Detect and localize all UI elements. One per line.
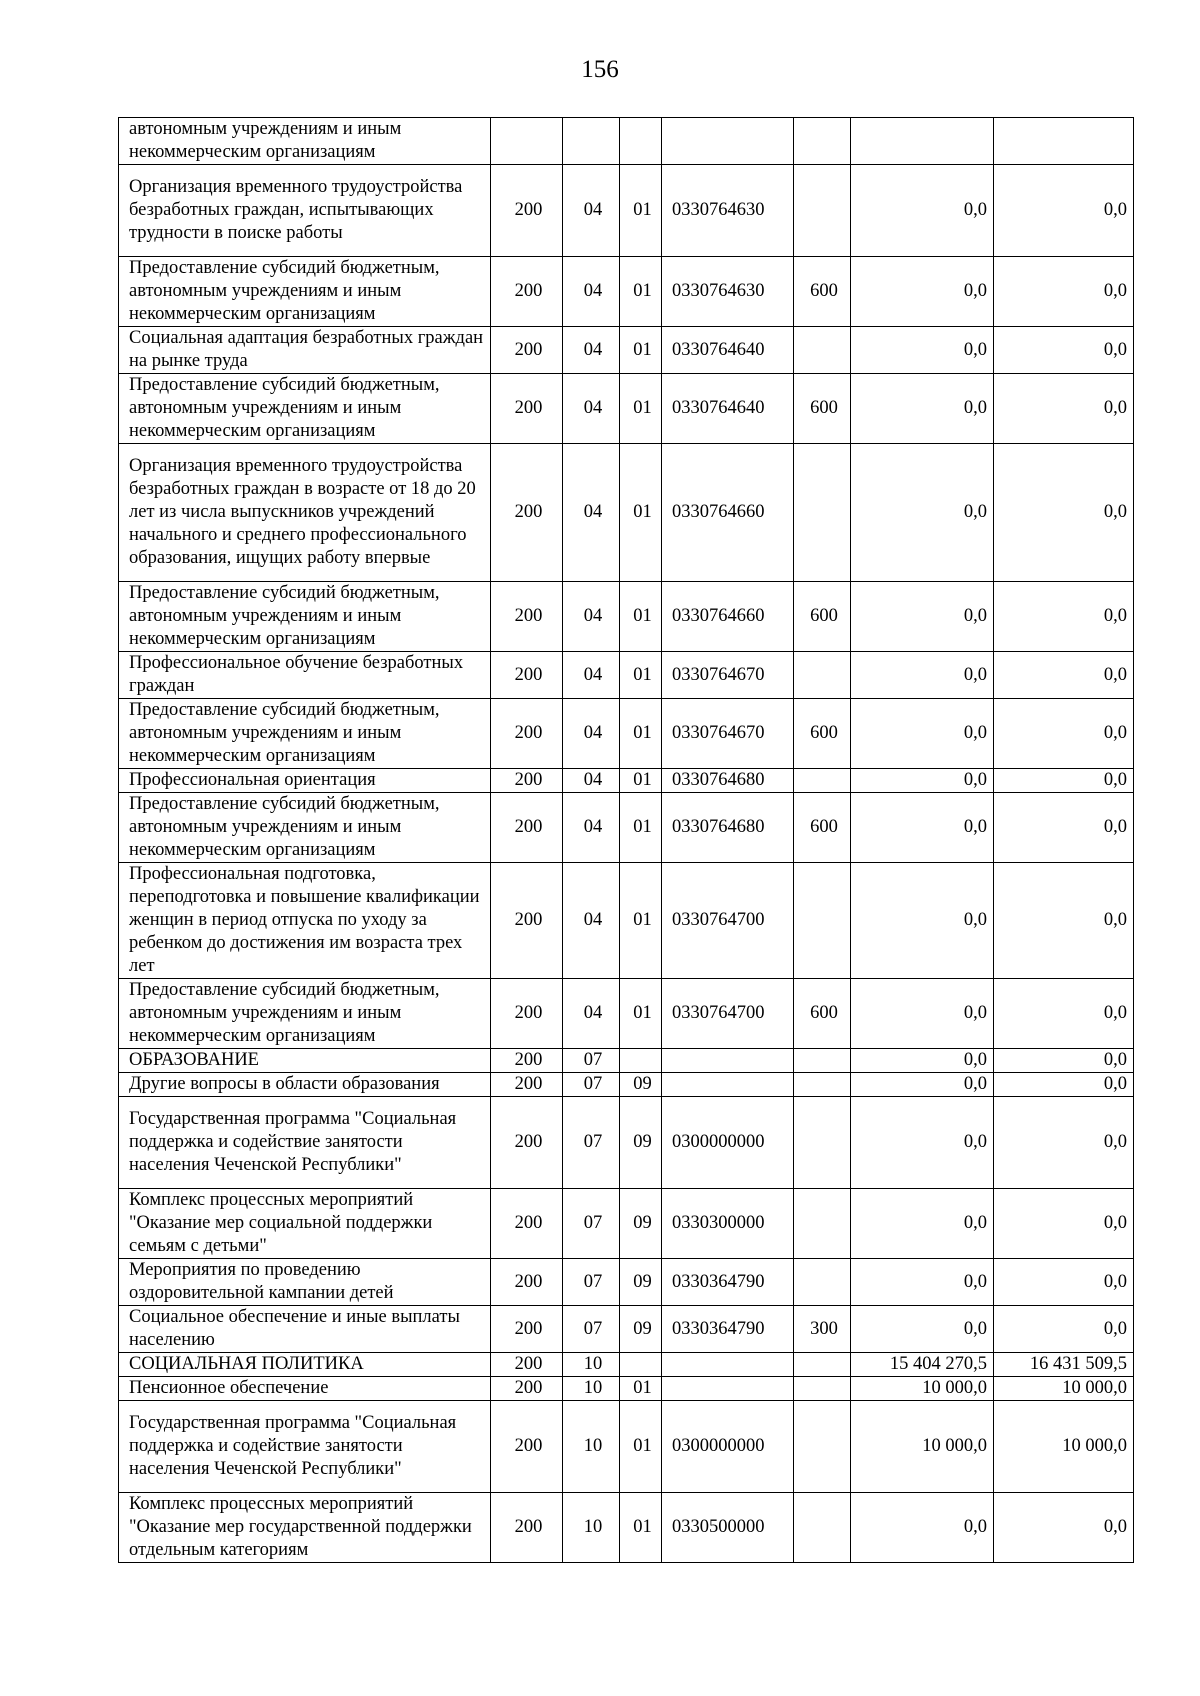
- target-article-cell: 0330764680: [662, 793, 794, 863]
- amount-year1-cell: 15 404 270,5: [851, 1353, 994, 1377]
- expense-type-cell: 600: [794, 257, 851, 327]
- section-code-cell: 10: [563, 1401, 620, 1493]
- target-article-cell: 0330764630: [662, 165, 794, 257]
- grbs-code-cell: 200: [491, 863, 563, 979]
- table-row: [119, 1097, 1134, 1189]
- item-name-cell: Профессиональная ориентация: [119, 769, 491, 793]
- grbs-code-cell: 200: [491, 374, 563, 444]
- amount-year2-cell: 0,0: [994, 1259, 1134, 1306]
- amount-year2-cell: 0,0: [994, 165, 1134, 257]
- table-row: [119, 374, 1134, 444]
- subsection-code-cell: [620, 1049, 662, 1073]
- table-row: [119, 1377, 1134, 1401]
- target-article-cell: 0330364790: [662, 1306, 794, 1353]
- target-article-cell: [662, 118, 794, 165]
- budget-table-body: [119, 118, 1134, 1563]
- target-article-cell: [662, 1377, 794, 1401]
- target-article-cell: 0300000000: [662, 1097, 794, 1189]
- section-code-cell: 07: [563, 1189, 620, 1259]
- amount-year1-cell: 0,0: [851, 444, 994, 582]
- section-code-cell: 07: [563, 1306, 620, 1353]
- section-code-cell: 04: [563, 327, 620, 374]
- subsection-code-cell: 01: [620, 979, 662, 1049]
- section-code-cell: 07: [563, 1259, 620, 1306]
- expense-type-cell: 600: [794, 374, 851, 444]
- expense-type-cell: [794, 327, 851, 374]
- target-article-cell: 0330300000: [662, 1189, 794, 1259]
- target-article-cell: 0330764670: [662, 699, 794, 769]
- grbs-code-cell: 200: [491, 1493, 563, 1563]
- grbs-code-cell: 200: [491, 1097, 563, 1189]
- budget-table: [118, 117, 1134, 1563]
- grbs-code-cell: 200: [491, 1306, 563, 1353]
- item-name-cell: Мероприятия по проведению оздоровительной кампании детей: [119, 1259, 491, 1306]
- grbs-code-cell: 200: [491, 257, 563, 327]
- amount-year1-cell: 0,0: [851, 257, 994, 327]
- amount-year1-cell: 0,0: [851, 793, 994, 863]
- amount-year1-cell: 0,0: [851, 769, 994, 793]
- target-article-cell: 0330500000: [662, 1493, 794, 1563]
- target-article-cell: [662, 1353, 794, 1377]
- amount-year2-cell: 0,0: [994, 1493, 1134, 1563]
- item-name-cell: Предоставление субсидий бюджетным, автономным учреждениям и иным некоммерческим организациям: [119, 582, 491, 652]
- section-code-cell: 10: [563, 1493, 620, 1563]
- amount-year1-cell: 0,0: [851, 1259, 994, 1306]
- grbs-code-cell: 200: [491, 1073, 563, 1097]
- subsection-code-cell: 09: [620, 1189, 662, 1259]
- grbs-code-cell: 200: [491, 1259, 563, 1306]
- amount-year2-cell: 0,0: [994, 769, 1134, 793]
- section-code-cell: 04: [563, 979, 620, 1049]
- expense-type-cell: [794, 1401, 851, 1493]
- subsection-code-cell: 01: [620, 1377, 662, 1401]
- subsection-code-cell: 01: [620, 769, 662, 793]
- subsection-code-cell: 01: [620, 1401, 662, 1493]
- subsection-code-cell: 09: [620, 1259, 662, 1306]
- expense-type-cell: 600: [794, 699, 851, 769]
- table-row: [119, 769, 1134, 793]
- amount-year1-cell: 0,0: [851, 582, 994, 652]
- table-row: [119, 793, 1134, 863]
- section-code-cell: 04: [563, 257, 620, 327]
- amount-year2-cell: 0,0: [994, 257, 1134, 327]
- amount-year1-cell: 0,0: [851, 1097, 994, 1189]
- amount-year1-cell: 0,0: [851, 165, 994, 257]
- table-row: [119, 699, 1134, 769]
- subsection-code-cell: 01: [620, 257, 662, 327]
- amount-year2-cell: 0,0: [994, 444, 1134, 582]
- target-article-cell: 0330764680: [662, 769, 794, 793]
- grbs-code-cell: 200: [491, 327, 563, 374]
- section-code-cell: [563, 118, 620, 165]
- amount-year2-cell: 10 000,0: [994, 1401, 1134, 1493]
- amount-year2-cell: 0,0: [994, 1189, 1134, 1259]
- item-name-cell: СОЦИАЛЬНАЯ ПОЛИТИКА: [119, 1353, 491, 1377]
- target-article-cell: 0330764640: [662, 327, 794, 374]
- amount-year2-cell: 0,0: [994, 1097, 1134, 1189]
- item-name-cell: Профессиональное обучение безработных граждан: [119, 652, 491, 699]
- section-code-cell: 04: [563, 863, 620, 979]
- section-code-cell: 07: [563, 1073, 620, 1097]
- target-article-cell: 0330764640: [662, 374, 794, 444]
- item-name-cell: Предоставление субсидий бюджетным, автономным учреждениям и иным некоммерческим организациям: [119, 374, 491, 444]
- grbs-code-cell: 200: [491, 165, 563, 257]
- table-row: [119, 1493, 1134, 1563]
- subsection-code-cell: [620, 118, 662, 165]
- subsection-code-cell: 01: [620, 863, 662, 979]
- amount-year1-cell: 10 000,0: [851, 1401, 994, 1493]
- item-name-cell: Комплекс процессных мероприятий "Оказание мер социальной поддержки семьям с детьми": [119, 1189, 491, 1259]
- target-article-cell: [662, 1049, 794, 1073]
- subsection-code-cell: 01: [620, 327, 662, 374]
- subsection-code-cell: 09: [620, 1097, 662, 1189]
- expense-type-cell: 600: [794, 582, 851, 652]
- amount-year1-cell: [851, 118, 994, 165]
- target-article-cell: 0330764660: [662, 582, 794, 652]
- table-row: [119, 1049, 1134, 1073]
- section-code-cell: 04: [563, 582, 620, 652]
- amount-year2-cell: [994, 118, 1134, 165]
- amount-year2-cell: 0,0: [994, 1073, 1134, 1097]
- grbs-code-cell: 200: [491, 1049, 563, 1073]
- grbs-code-cell: 200: [491, 699, 563, 769]
- table-row: [119, 1189, 1134, 1259]
- subsection-code-cell: 09: [620, 1306, 662, 1353]
- amount-year1-cell: 0,0: [851, 1073, 994, 1097]
- expense-type-cell: [794, 1189, 851, 1259]
- table-row: [119, 979, 1134, 1049]
- target-article-cell: [662, 1073, 794, 1097]
- amount-year1-cell: 0,0: [851, 1049, 994, 1073]
- subsection-code-cell: 01: [620, 374, 662, 444]
- amount-year1-cell: 0,0: [851, 1306, 994, 1353]
- amount-year2-cell: 0,0: [994, 374, 1134, 444]
- item-name-cell: Пенсионное обеспечение: [119, 1377, 491, 1401]
- item-name-cell: Государственная программа "Социальная поддержка и содействие занятости населения Чеченской Республики": [119, 1097, 491, 1189]
- amount-year1-cell: 0,0: [851, 327, 994, 374]
- expense-type-cell: [794, 444, 851, 582]
- table-row: [119, 257, 1134, 327]
- expense-type-cell: [794, 1493, 851, 1563]
- subsection-code-cell: 01: [620, 652, 662, 699]
- amount-year1-cell: 0,0: [851, 863, 994, 979]
- target-article-cell: 0300000000: [662, 1401, 794, 1493]
- amount-year2-cell: 0,0: [994, 652, 1134, 699]
- target-article-cell: 0330764660: [662, 444, 794, 582]
- expense-type-cell: [794, 863, 851, 979]
- amount-year1-cell: 10 000,0: [851, 1377, 994, 1401]
- expense-type-cell: [794, 769, 851, 793]
- table-row: [119, 863, 1134, 979]
- grbs-code-cell: 200: [491, 444, 563, 582]
- expense-type-cell: [794, 1259, 851, 1306]
- item-name-cell: Государственная программа "Социальная поддержка и содействие занятости населения Чеченской Республики": [119, 1401, 491, 1493]
- item-name-cell: Комплекс процессных мероприятий "Оказание мер государственной поддержки отдельным категориям: [119, 1493, 491, 1563]
- amount-year2-cell: 0,0: [994, 793, 1134, 863]
- expense-type-cell: [794, 1073, 851, 1097]
- section-code-cell: 10: [563, 1353, 620, 1377]
- section-code-cell: 04: [563, 793, 620, 863]
- item-name-cell: Организация временного трудоустройства безработных граждан, испытывающих трудности в поиске работы: [119, 165, 491, 257]
- section-code-cell: 04: [563, 769, 620, 793]
- amount-year1-cell: 0,0: [851, 1189, 994, 1259]
- expense-type-cell: 600: [794, 979, 851, 1049]
- amount-year1-cell: 0,0: [851, 979, 994, 1049]
- amount-year2-cell: 0,0: [994, 582, 1134, 652]
- item-name-cell: Предоставление субсидий бюджетным, автономным учреждениям и иным некоммерческим организациям: [119, 793, 491, 863]
- subsection-code-cell: 09: [620, 1073, 662, 1097]
- grbs-code-cell: 200: [491, 979, 563, 1049]
- item-name-cell: Социальная адаптация безработных граждан на рынке труда: [119, 327, 491, 374]
- section-code-cell: 04: [563, 444, 620, 582]
- grbs-code-cell: 200: [491, 1353, 563, 1377]
- grbs-code-cell: 200: [491, 582, 563, 652]
- item-name-cell: Организация временного трудоустройства безработных граждан в возрасте от 18 до 20 лет из числа выпускников учреждений начального и среднего профессионального образования, ищущих работу впервые: [119, 444, 491, 582]
- amount-year2-cell: 0,0: [994, 1306, 1134, 1353]
- amount-year2-cell: 0,0: [994, 327, 1134, 374]
- grbs-code-cell: 200: [491, 652, 563, 699]
- expense-type-cell: [794, 1377, 851, 1401]
- item-name-cell: Предоставление субсидий бюджетным, автономным учреждениям и иным некоммерческим организациям: [119, 699, 491, 769]
- amount-year1-cell: 0,0: [851, 1493, 994, 1563]
- amount-year2-cell: 0,0: [994, 979, 1134, 1049]
- target-article-cell: 0330364790: [662, 1259, 794, 1306]
- table-row: [119, 444, 1134, 582]
- section-code-cell: 10: [563, 1377, 620, 1401]
- table-row: [119, 1073, 1134, 1097]
- expense-type-cell: [794, 1097, 851, 1189]
- section-code-cell: 04: [563, 699, 620, 769]
- amount-year2-cell: 16 431 509,5: [994, 1353, 1134, 1377]
- section-code-cell: 07: [563, 1049, 620, 1073]
- subsection-code-cell: 01: [620, 699, 662, 769]
- table-row: [119, 165, 1134, 257]
- subsection-code-cell: 01: [620, 165, 662, 257]
- target-article-cell: 0330764700: [662, 863, 794, 979]
- table-row: [119, 327, 1134, 374]
- target-article-cell: 0330764630: [662, 257, 794, 327]
- item-name-cell: Профессиональная подготовка, переподготовка и повышение квалификации женщин в период отпуска по уходу за ребенком до достижения им возраста трех лет: [119, 863, 491, 979]
- expense-type-cell: [794, 118, 851, 165]
- grbs-code-cell: [491, 118, 563, 165]
- expense-type-cell: 300: [794, 1306, 851, 1353]
- subsection-code-cell: 01: [620, 444, 662, 582]
- section-code-cell: 04: [563, 374, 620, 444]
- grbs-code-cell: 200: [491, 1189, 563, 1259]
- item-name-cell: Предоставление субсидий бюджетным, автономным учреждениям и иным некоммерческим организациям: [119, 257, 491, 327]
- table-row: [119, 652, 1134, 699]
- expense-type-cell: [794, 1049, 851, 1073]
- grbs-code-cell: 200: [491, 1401, 563, 1493]
- amount-year1-cell: 0,0: [851, 699, 994, 769]
- expense-type-cell: 600: [794, 793, 851, 863]
- amount-year2-cell: 10 000,0: [994, 1377, 1134, 1401]
- table-row: [119, 1353, 1134, 1377]
- section-code-cell: 04: [563, 165, 620, 257]
- amount-year2-cell: 0,0: [994, 863, 1134, 979]
- item-name-cell: автономным учреждениям и иным некоммерческим организациям: [119, 118, 491, 165]
- section-code-cell: 04: [563, 652, 620, 699]
- item-name-cell: Предоставление субсидий бюджетным, автономным учреждениям и иным некоммерческим организациям: [119, 979, 491, 1049]
- expense-type-cell: [794, 165, 851, 257]
- item-name-cell: Социальное обеспечение и иные выплаты населению: [119, 1306, 491, 1353]
- table-row: [119, 118, 1134, 165]
- table-row: [119, 1306, 1134, 1353]
- item-name-cell: Другие вопросы в области образования: [119, 1073, 491, 1097]
- subsection-code-cell: 01: [620, 582, 662, 652]
- target-article-cell: 0330764700: [662, 979, 794, 1049]
- section-code-cell: 07: [563, 1097, 620, 1189]
- table-row: [119, 1401, 1134, 1493]
- grbs-code-cell: 200: [491, 1377, 563, 1401]
- grbs-code-cell: 200: [491, 793, 563, 863]
- expense-type-cell: [794, 1353, 851, 1377]
- amount-year1-cell: 0,0: [851, 652, 994, 699]
- amount-year1-cell: 0,0: [851, 374, 994, 444]
- amount-year2-cell: 0,0: [994, 1049, 1134, 1073]
- subsection-code-cell: [620, 1353, 662, 1377]
- grbs-code-cell: 200: [491, 769, 563, 793]
- page-number: 156: [581, 56, 619, 83]
- expense-type-cell: [794, 652, 851, 699]
- target-article-cell: 0330764670: [662, 652, 794, 699]
- table-row: [119, 582, 1134, 652]
- subsection-code-cell: 01: [620, 793, 662, 863]
- item-name-cell: ОБРАЗОВАНИЕ: [119, 1049, 491, 1073]
- amount-year2-cell: 0,0: [994, 699, 1134, 769]
- subsection-code-cell: 01: [620, 1493, 662, 1563]
- table-row: [119, 1259, 1134, 1306]
